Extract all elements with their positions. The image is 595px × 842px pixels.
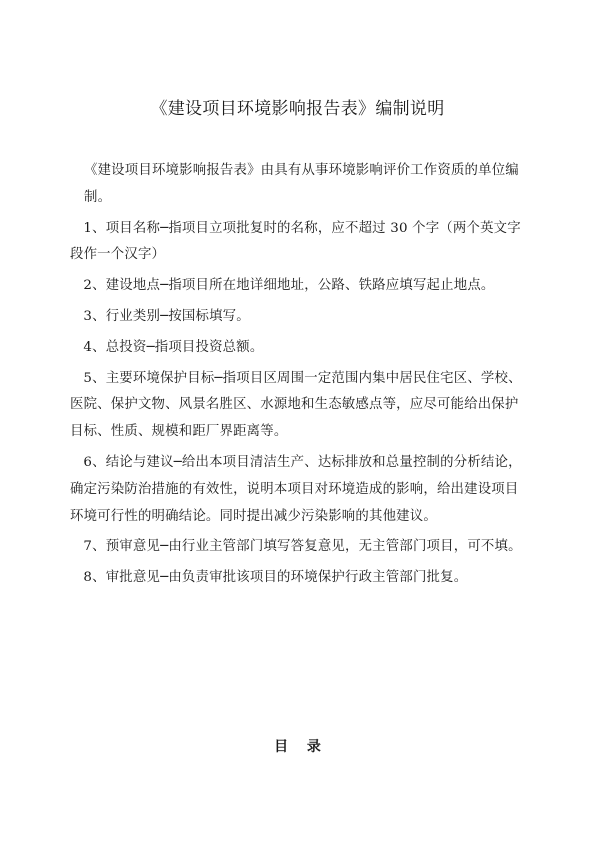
item-conclusions: 6、结论与建议─给出本项目清洁生产、达标排放和总量控制的分析结论，确定污染防治措施的有效性，说明本项目对环境造成的影响，给出建设项目环境可行性的明确结论。同时提出减少污染影响的其他建议。 bbox=[70, 454, 522, 524]
instructions-body bbox=[70, 158, 532, 596]
item-project-name: 1、项目名称─指项目立项批复时的名称，应不超过 30 个字（两个英文字段作一个汉字） bbox=[70, 220, 521, 263]
item-approval: 8、审批意见─由负责审批该项目的环境保护行政主管部门批复。 bbox=[83, 570, 468, 586]
item-industry-category: 3、行业类别─按国标填写。 bbox=[83, 308, 250, 324]
item-total-investment: 4、总投资─指项目投资总额。 bbox=[83, 339, 264, 355]
item-pre-review: 7、预审意见─由行业主管部门填写答复意见，无主管部门项目，可不填。 bbox=[83, 539, 522, 555]
item-construction-site: 2、建设地点─指项目所在地详细地址，公路、铁路应填写起止地点。 bbox=[83, 278, 495, 294]
item-protection-targets: 5、主要环境保护目标─指项目区周围一定范围内集中居民住宅区、学校、医院、保护文物、风景名胜区、水源地和生态敏感点等，应尽可能给出保护目标、性质、规模和距厂界距离等。 bbox=[70, 370, 522, 440]
intro-paragraph: 《建设项目环境影响报告表》由具有从事环境影响评价工作资质的单位编制。 bbox=[84, 163, 519, 205]
document-title: 《建设项目环境影响报告表》编制说明 bbox=[150, 99, 445, 119]
toc-heading: 目 录 bbox=[274, 739, 321, 755]
